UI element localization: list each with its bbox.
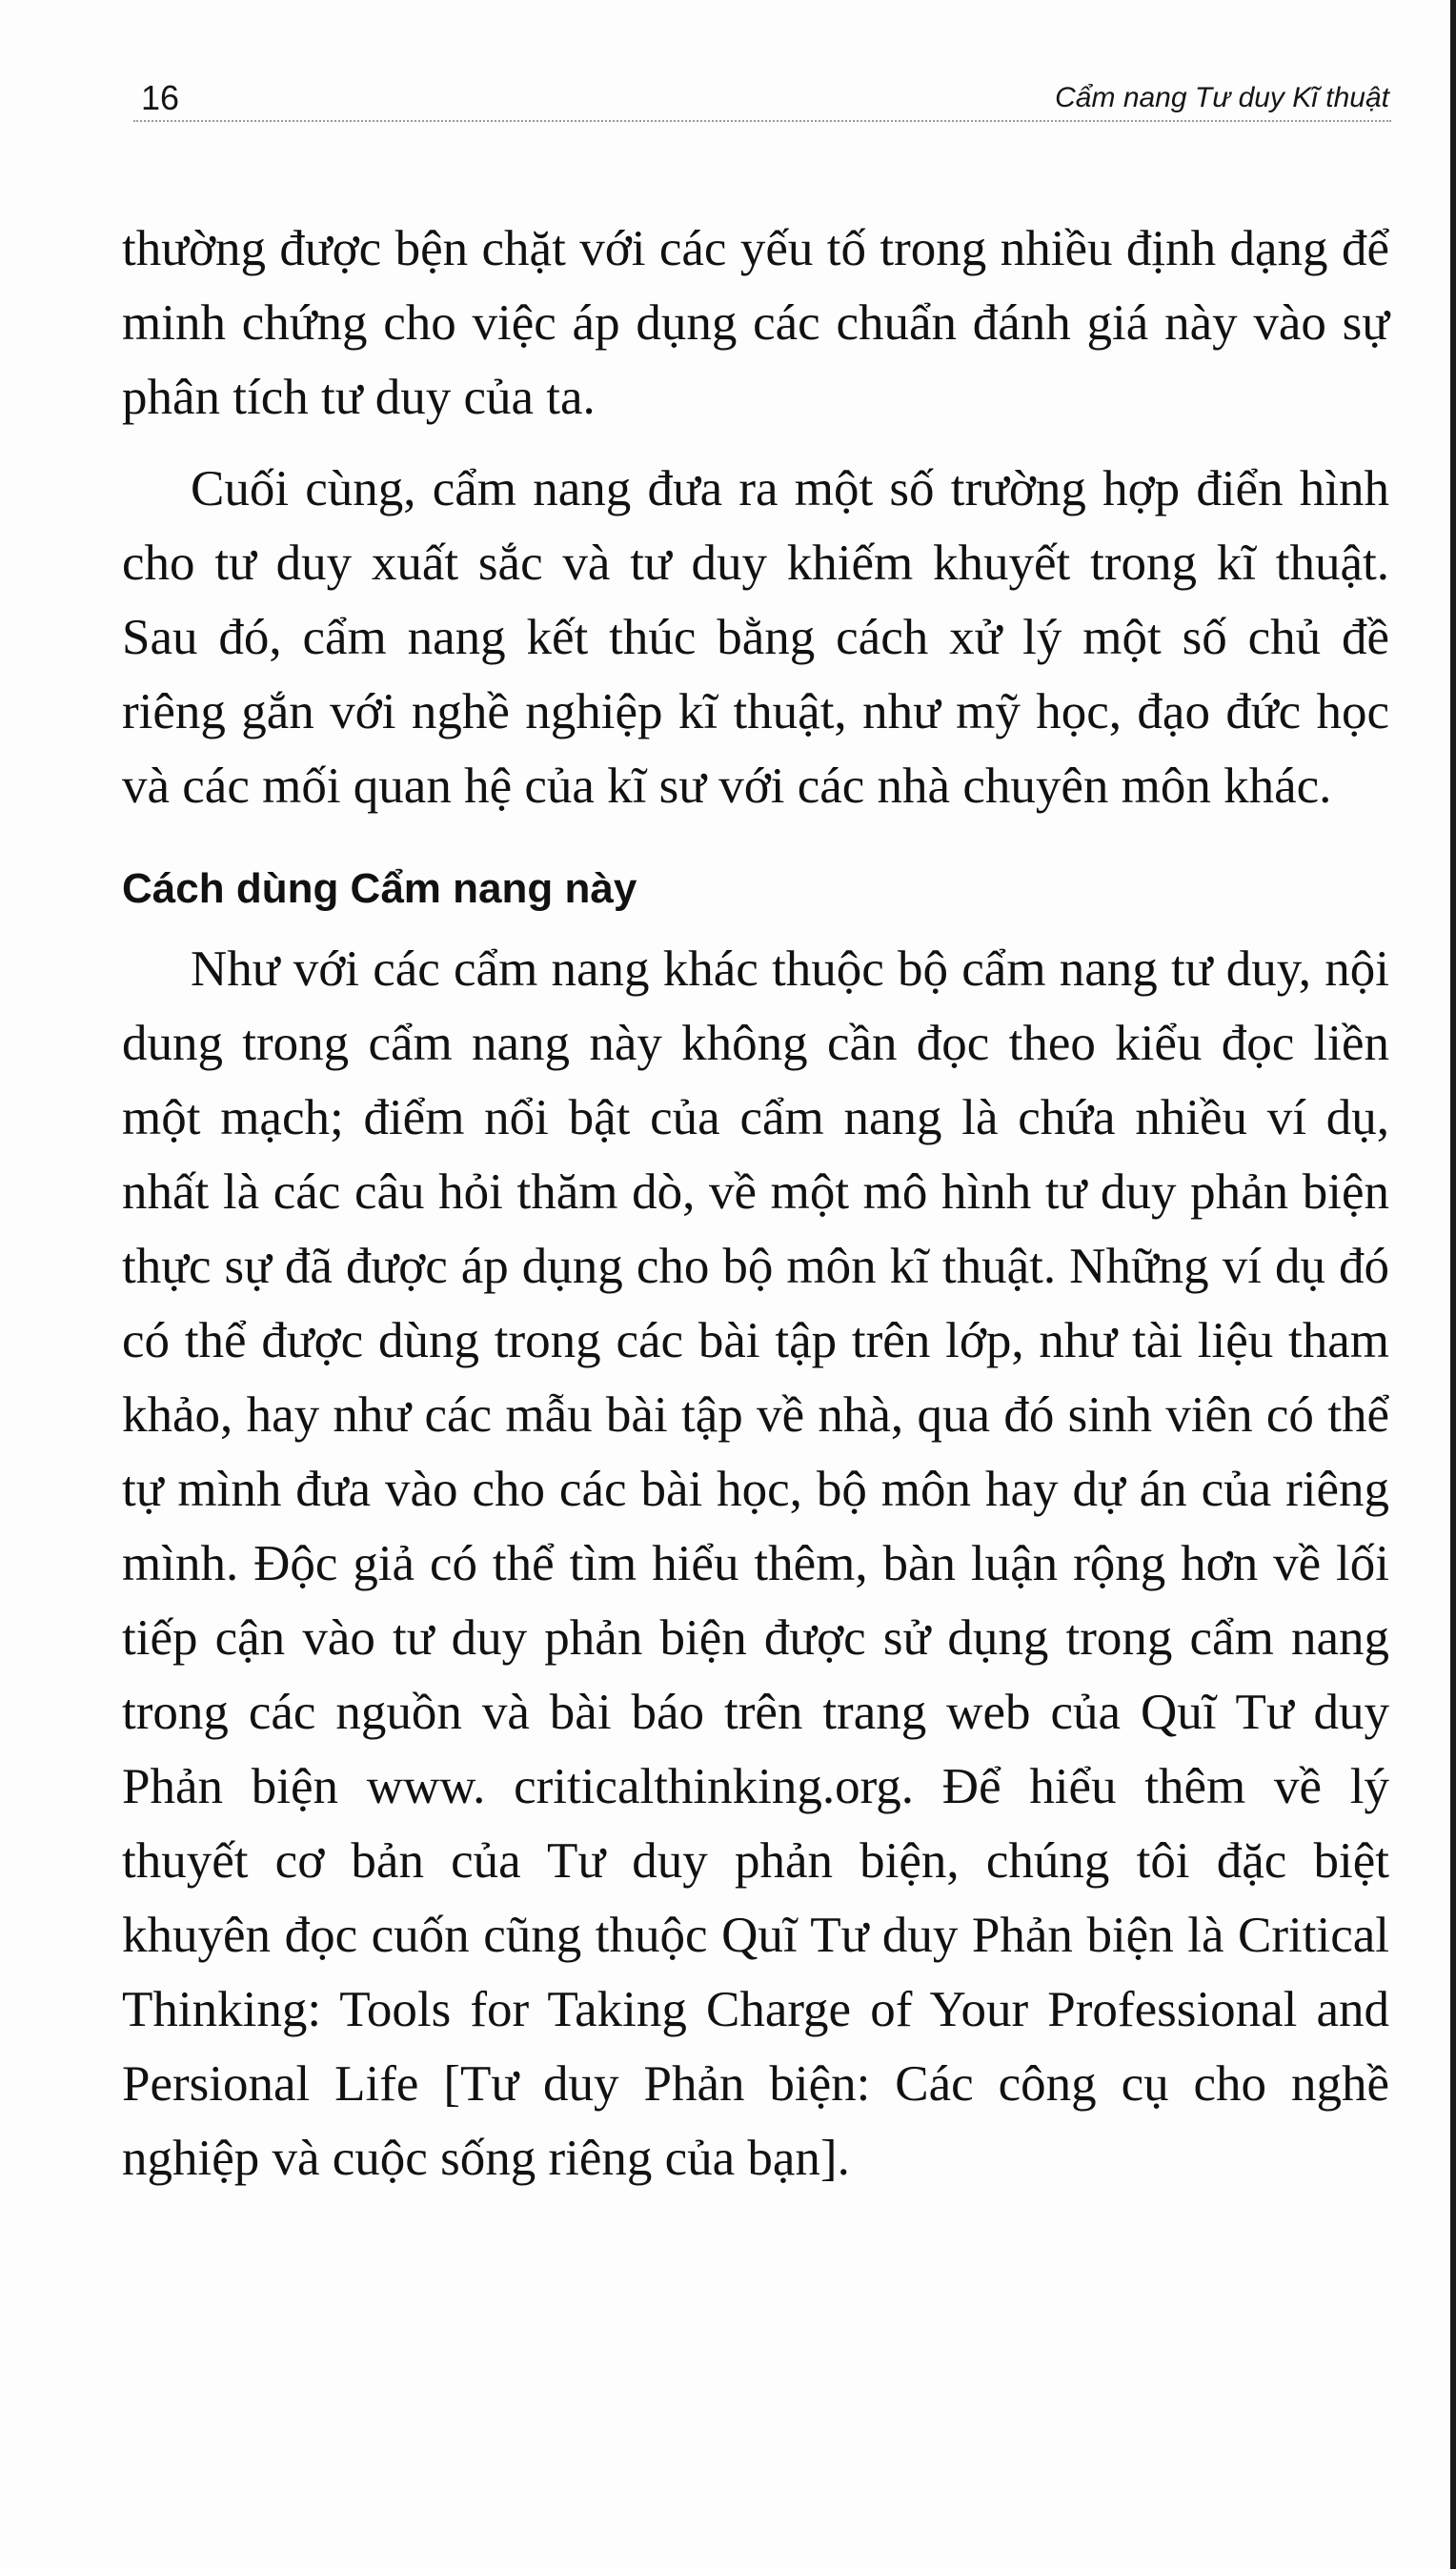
header-divider [133, 120, 1391, 122]
paragraph-conclusion: Cuối cùng, cẩm nang đưa ra một số trường hợp điển hình cho tư duy xuất sắc và tư duy khiếm khuyết trong kĩ thuật. Sau đó, cẩm nang kết thúc bằng cách xử lý một số chủ đề riêng gắn với nghề nghiệp kĩ thuật, như mỹ học, đạo đức học và các mối quan hệ của kĩ sư với các nhà chuyên môn khác. [122, 461, 1389, 814]
paragraph-gap [122, 435, 1389, 452]
paragraph-continuation: thường được bện chặt với các yếu tố trong nhiều định dạng để minh chứng cho việc áp dụng các chuẩn đánh giá này vào sự phân tích tư duy của ta. [122, 221, 1389, 425]
section-heading: Cách dùng Cẩm nang này [122, 865, 637, 912]
page-edge-shadow [1450, 0, 1456, 2569]
page-header [141, 78, 1389, 135]
paragraph-usage: Như với các cẩm nang khác thuộc bộ cẩm nang tư duy, nội dung trong cẩm nang này không cần đọc theo kiểu đọc liền một mạch; điểm nổi bật của cẩm nang là chứa nhiều ví dụ, nhất là các câu hỏi thăm dò, về một mô hình tư duy phản biện thực sự đã được áp dụng cho bộ môn kĩ thuật. Những ví dụ đó có thể được dùng trong các bài tập trên lớp, như tài liệu tham khảo, hay như các mẫu bài tập về nhà, qua đó sinh viên có thể tự mình đưa vào cho các bài học, bộ môn hay dự án của riêng mình. Độc giả có thể tìm hiểu thêm, bàn luận rộng hơn về lối tiếp cận vào tư duy phản biện được sử dụng trong cẩm nang trong các nguồn và bài báo trên trang web của Quĩ Tư duy Phản biện www. criticalthinking.org. Để hiểu thêm về lý thuyết cơ bản của Tư duy phản biện, chúng tôi đặc biệt khuyên đọc cuốn cũng thuộc Quĩ Tư duy Phản biện là Critical Thinking: Tools for Taking Charge of Your Professional and Persional Life [Tư duy Phản biện: Các công cụ cho nghề nghiệp và cuộc sống riêng của bạn]. [122, 941, 1389, 2186]
page-body [122, 212, 1389, 2195]
running-title: Cẩm nang Tư duy Kĩ thuật [1055, 82, 1389, 113]
page-number: 16 [141, 78, 180, 117]
